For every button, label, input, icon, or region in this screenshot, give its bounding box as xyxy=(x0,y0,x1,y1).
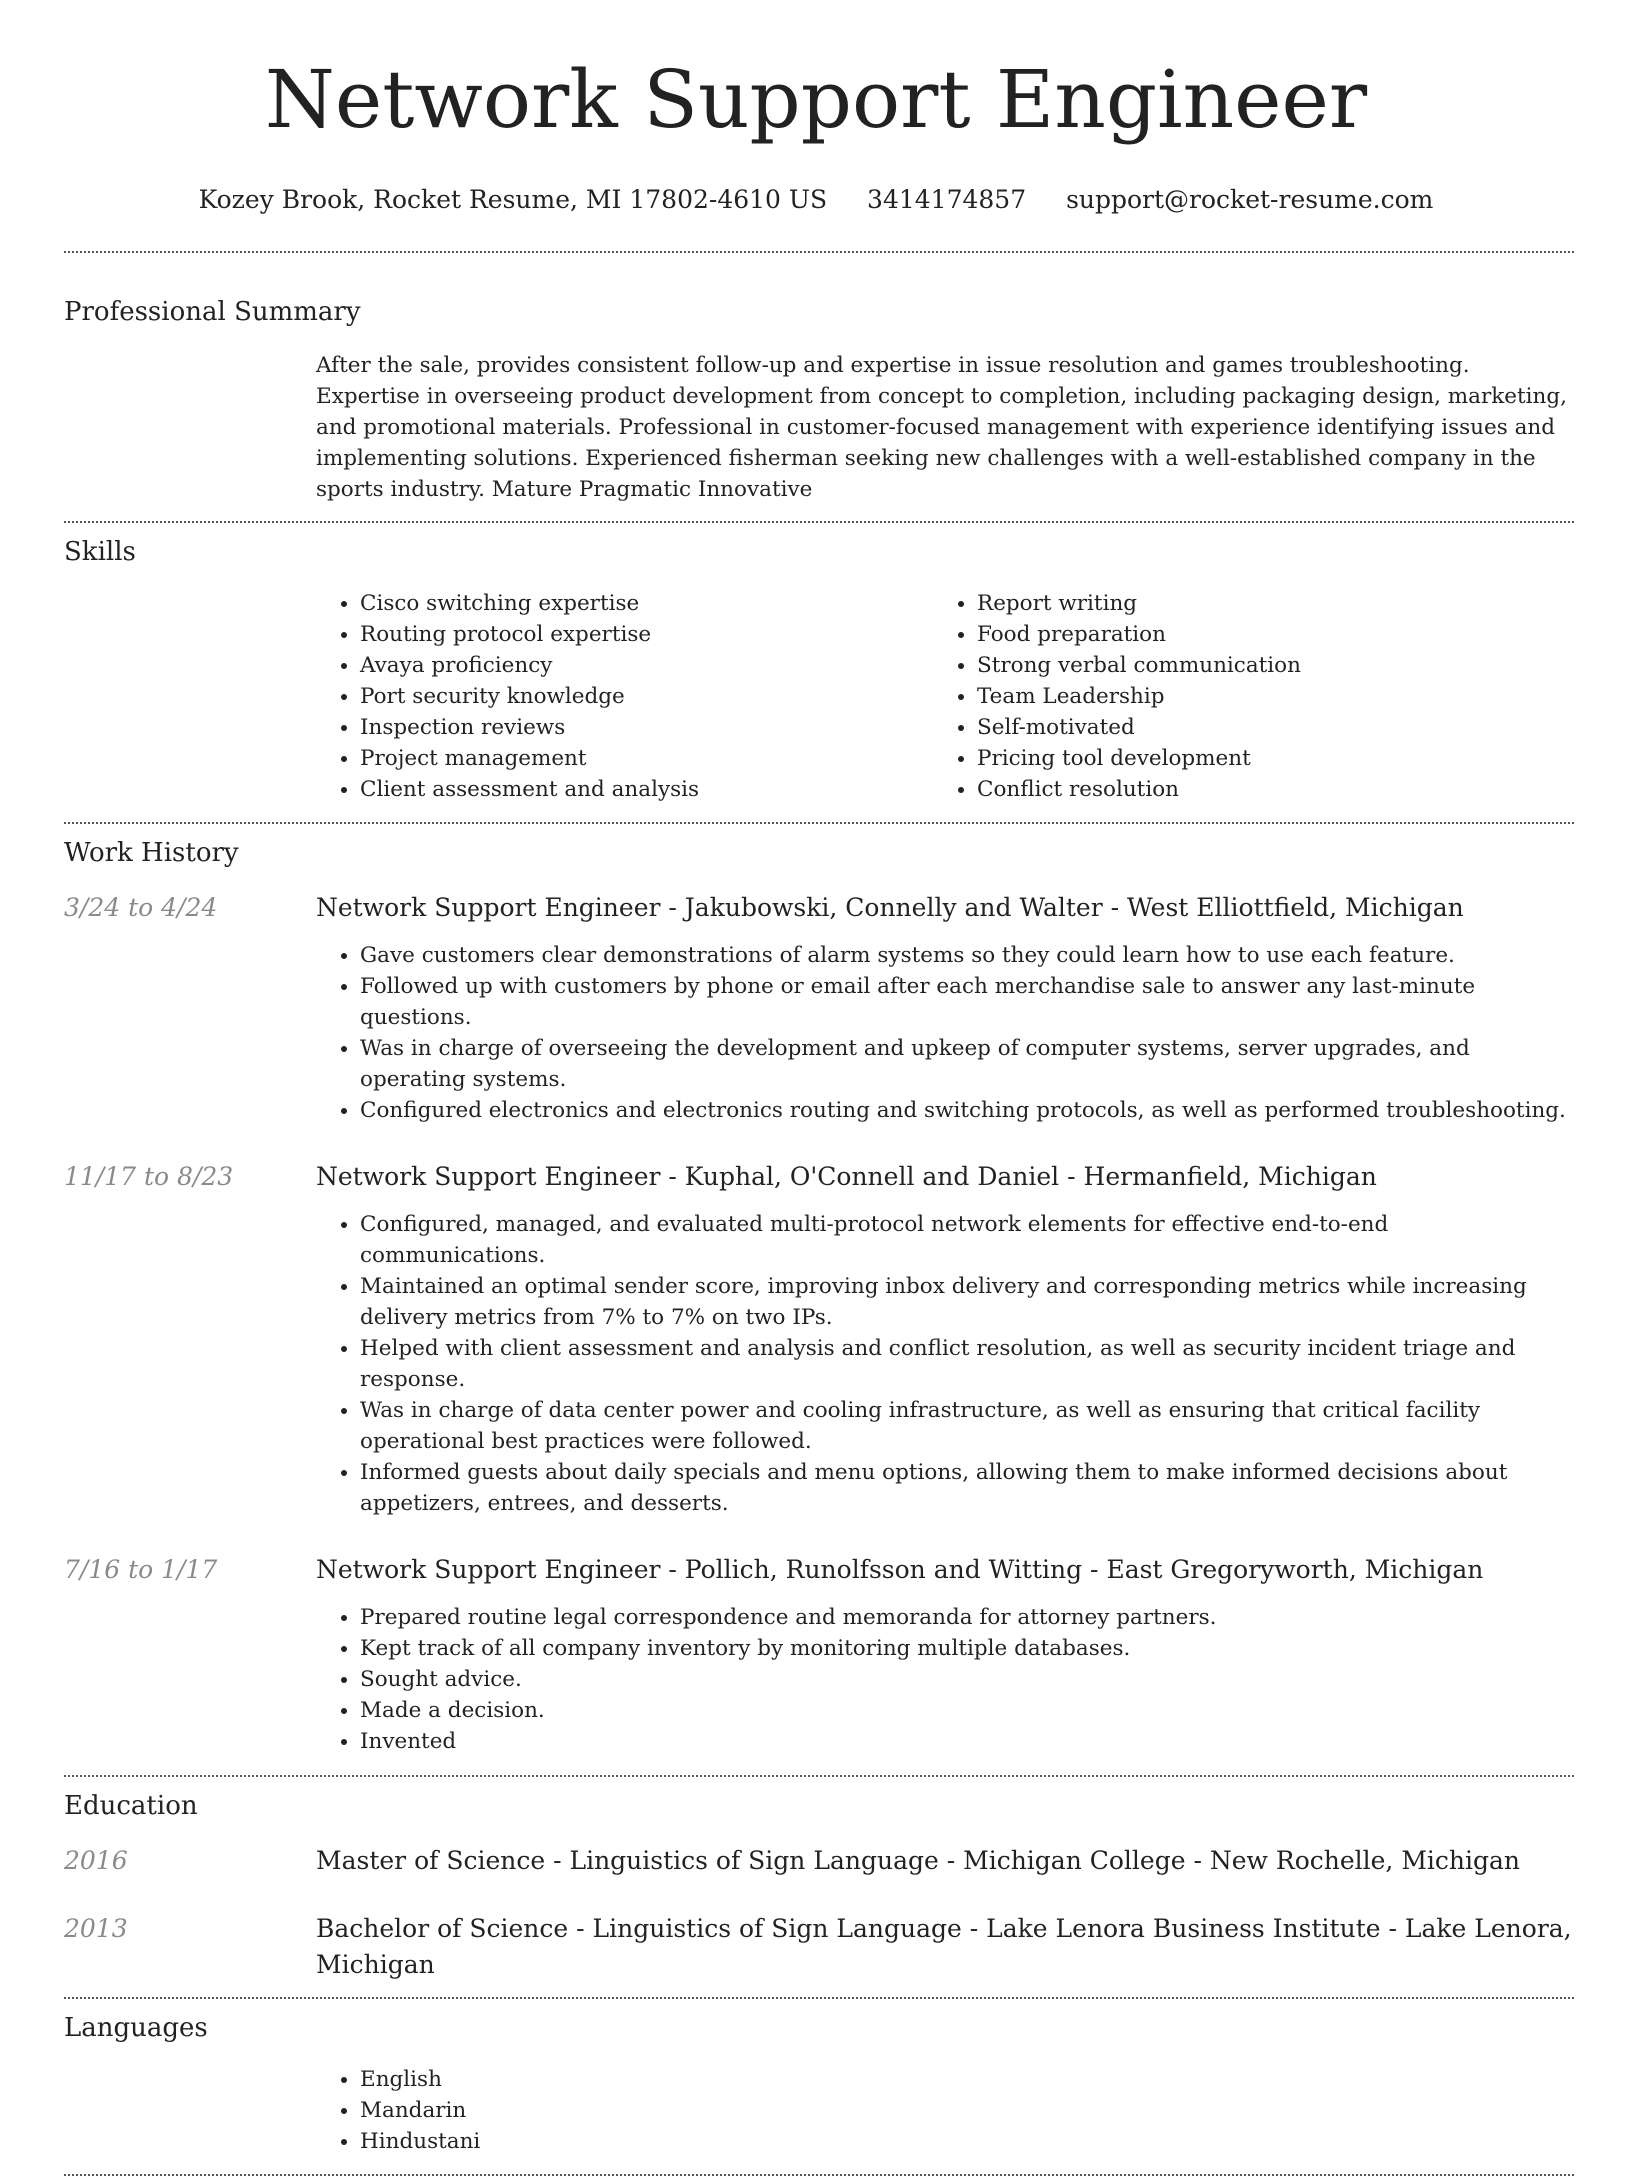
skills-column-left xyxy=(316,588,933,805)
work-date: 11/17 to 8/23 xyxy=(64,1162,234,1191)
skills-column-right xyxy=(933,588,1550,805)
work-title: Network Support Engineer - Jakubowski, Connelly and Walter - West Elliottfield, Michigan xyxy=(316,893,1464,922)
skills-list xyxy=(316,588,1574,805)
section-divider xyxy=(64,1997,1574,1999)
section-divider xyxy=(64,251,1574,253)
work-bullets xyxy=(316,940,1574,1126)
work-bullet: • Helped with client assessment and analysis and conflict resolution, as well as security incident triage and response. xyxy=(360,1333,1574,1395)
work-bullet: • Maintained an optimal sender score, improving inbox delivery and corresponding metrics while increasing delivery metrics from 7% to 7% on two IPs. xyxy=(360,1271,1574,1333)
work-bullet: • Gave customers clear demonstrations of alarm systems so they could learn how to use each feature. xyxy=(360,940,1574,971)
section-divider xyxy=(64,521,1574,523)
work-heading: Work History xyxy=(64,838,239,868)
skills-heading: Skills xyxy=(64,537,136,567)
skill-item: • Client assessment and analysis xyxy=(360,774,933,805)
work-date: 3/24 to 4/24 xyxy=(64,893,218,922)
skill-item: • Team Leadership xyxy=(977,681,1550,712)
skill-item: • Inspection reviews xyxy=(360,712,933,743)
work-bullet: • Configured, managed, and evaluated multi-protocol network elements for effective end-to-end communications. xyxy=(360,1209,1574,1271)
language-item: • Hindustani xyxy=(360,2126,1574,2157)
work-title: Network Support Engineer - Kuphal, O'Connell and Daniel - Hermanfield, Michigan xyxy=(316,1162,1377,1191)
section-divider xyxy=(64,1775,1574,1777)
candidate-title: Network Support Engineer xyxy=(264,53,1368,146)
skill-item: • Routing protocol expertise xyxy=(360,619,933,650)
resume-header xyxy=(0,0,1632,216)
skill-item: • Strong verbal communication xyxy=(977,650,1550,681)
contact-email: support@rocket-resume.com xyxy=(1066,185,1434,214)
summary-heading: Professional Summary xyxy=(64,297,361,327)
work-bullet: • Made a decision. xyxy=(360,1695,1574,1726)
work-bullet: • Sought advice. xyxy=(360,1664,1574,1695)
work-entry xyxy=(64,1552,1632,1757)
work-bullet: • Informed guests about daily specials and menu options, allowing them to make informed decisions about appetizers, entrees, and desserts. xyxy=(360,1457,1574,1519)
work-bullets xyxy=(316,1602,1574,1757)
skill-item: • Port security knowledge xyxy=(360,681,933,712)
work-bullet: • Configured electronics and electronics routing and switching protocols, as well as performed troubleshooting. xyxy=(360,1095,1574,1126)
language-item: • Mandarin xyxy=(360,2095,1574,2126)
contact-phone: 3414174857 xyxy=(867,185,1027,214)
work-bullet: • Followed up with customers by phone or email after each merchandise sale to answer any last-minute questions. xyxy=(360,971,1574,1033)
skill-item: • Project management xyxy=(360,743,933,774)
work-bullet: • Was in charge of overseeing the development and upkeep of computer systems, server upgrades, and operating systems. xyxy=(360,1033,1574,1095)
work-bullet: • Kept track of all company inventory by monitoring multiple databases. xyxy=(360,1633,1574,1664)
skill-item: • Avaya proficiency xyxy=(360,650,933,681)
work-bullets xyxy=(316,1209,1574,1519)
education-title: Bachelor of Science - Linguistics of Sign Language - Lake Lenora Business Institute - Lake Lenora, Michigan xyxy=(316,1914,1572,1979)
education-title: Master of Science - Linguistics of Sign Language - Michigan College - New Rochelle, Michigan xyxy=(316,1846,1521,1875)
languages-list xyxy=(316,2064,1574,2157)
work-bullet: • Invented xyxy=(360,1726,1574,1757)
education-heading: Education xyxy=(64,1791,198,1821)
skill-item: • Cisco switching expertise xyxy=(360,588,933,619)
work-bullet: • Was in charge of data center power and cooling infrastructure, as well as ensuring that critical facility operational best practices were followed. xyxy=(360,1395,1574,1457)
section-divider xyxy=(64,822,1574,824)
skill-item: • Conflict resolution xyxy=(977,774,1550,805)
contact-line xyxy=(0,184,1632,216)
education-date: 2013 xyxy=(64,1914,128,1943)
education-entry xyxy=(64,1843,1632,1879)
skill-item: • Pricing tool development xyxy=(977,743,1550,774)
work-date: 7/16 to 1/17 xyxy=(64,1555,218,1584)
work-bullet: • Prepared routine legal correspondence and memoranda for attorney partners. xyxy=(360,1602,1574,1633)
education-date: 2016 xyxy=(64,1846,128,1875)
work-title: Network Support Engineer - Pollich, Runolfsson and Witting - East Gregoryworth, Michigan xyxy=(316,1555,1484,1584)
work-entry xyxy=(64,1159,1632,1519)
skill-item: • Self-motivated xyxy=(977,712,1550,743)
contact-address: Kozey Brook, Rocket Resume, MI 17802-4610 US xyxy=(198,185,828,214)
skill-item: • Report writing xyxy=(977,588,1550,619)
language-item: • English xyxy=(360,2064,1574,2095)
work-entry xyxy=(64,890,1632,1126)
education-entry xyxy=(64,1911,1632,1983)
skill-item: • Food preparation xyxy=(977,619,1550,650)
summary-text: After the sale, provides consistent follow-up and expertise in issue resolution and games troubleshooting. Expertise in overseeing product development from concept to completion, including packaging design, marketing, and promotional materials. Professional in customer-focused management with experience identifying issues and implementing solutions. Experienced fisherman seeking new challenges with a well-established company in the sports industry. Mature Pragmatic Innovative xyxy=(316,353,1567,502)
languages-heading: Languages xyxy=(64,2013,208,2043)
